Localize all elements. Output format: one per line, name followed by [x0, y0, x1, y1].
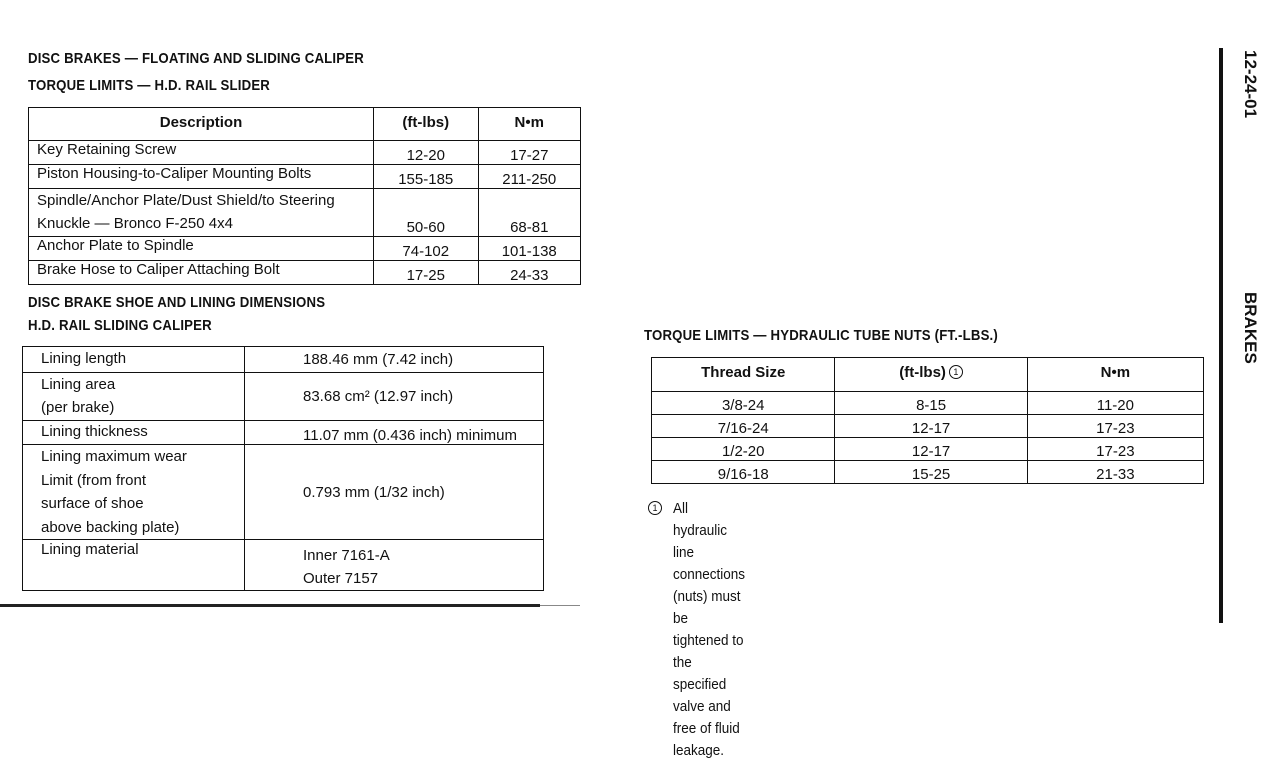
tube-nuts-title: TORQUE LIMITS — HYDRAULIC TUBE NUTS (FT.-LBS.) — [644, 327, 998, 344]
shoe-lining-subtitle: H.D. RAIL SLIDING CALIPER — [28, 317, 212, 334]
table-row — [23, 445, 544, 540]
row-nm: 11-20 — [1027, 392, 1203, 415]
row-nm: 21-33 — [1027, 461, 1203, 484]
lining-label: Lining area (per brake) — [23, 373, 245, 421]
row-nm: 17-23 — [1027, 415, 1203, 438]
right-rule — [1219, 48, 1223, 623]
table-row — [652, 438, 1204, 461]
lining-value: 11.07 mm (0.436 inch) minimum — [245, 421, 544, 445]
row-description: Key Retaining Screw — [29, 141, 374, 165]
lining-label: Lining thickness — [23, 421, 245, 445]
table-row — [23, 347, 544, 373]
torque-limits-table — [28, 107, 581, 285]
row-thread-size: 9/16-18 — [652, 461, 835, 484]
row-thread-size: 3/8-24 — [652, 392, 835, 415]
table-row — [29, 141, 581, 165]
row-nm: 68-81 — [478, 189, 581, 237]
bottom-rule-fade — [540, 605, 580, 606]
header-thread-size: Thread Size — [652, 358, 835, 392]
table-header-row — [652, 358, 1204, 392]
row-nm: 17-27 — [478, 141, 581, 165]
lining-value: 188.46 mm (7.42 inch) — [245, 347, 544, 373]
row-ft-lbs: 155-185 — [374, 165, 479, 189]
lining-dimensions-table — [22, 346, 544, 591]
table-row — [29, 237, 581, 261]
row-nm: 24-33 — [478, 261, 581, 285]
header-nm: N•m — [1027, 358, 1203, 392]
main-title: DISC BRAKES — FLOATING AND SLIDING CALIPER — [28, 50, 364, 67]
tube-nuts-table — [651, 357, 1204, 484]
table-row — [29, 165, 581, 189]
header-description: Description — [29, 108, 374, 141]
row-ft-lbs: 12-20 — [374, 141, 479, 165]
header-ft-lbs — [835, 358, 1027, 392]
table-row — [652, 461, 1204, 484]
table-row — [23, 421, 544, 445]
header-ft-lbs: (ft-lbs) — [374, 108, 479, 141]
row-nm: 17-23 — [1027, 438, 1203, 461]
row-thread-size: 7/16-24 — [652, 415, 835, 438]
row-ft-lbs: 50-60 — [374, 189, 479, 237]
row-nm: 101-138 — [478, 237, 581, 261]
lining-label: Lining material — [23, 540, 245, 591]
table-row — [652, 392, 1204, 415]
footnote-text: All hydraulic line connections (nuts) must be tightened to the specified valve and free of fluid leakage. — [673, 500, 746, 759]
row-nm: 211-250 — [478, 165, 581, 189]
lining-label: Lining maximum wear Limit (from front surface of shoe above backing plate) — [23, 445, 245, 540]
bottom-rule — [0, 604, 540, 607]
row-ft-lbs: 15-25 — [835, 461, 1027, 484]
row-description: Brake Hose to Caliper Attaching Bolt — [29, 261, 374, 285]
table-row — [652, 415, 1204, 438]
lining-value: Inner 7161-A Outer 7157 — [245, 540, 544, 591]
row-ft-lbs: 12-17 — [835, 438, 1027, 461]
rail-slider-title: TORQUE LIMITS — H.D. RAIL SLIDER — [28, 77, 271, 94]
row-ft-lbs: 74-102 — [374, 237, 479, 261]
row-ft-lbs: 12-17 — [835, 415, 1027, 438]
header-ft-lbs-label: (ft-lbs) — [899, 364, 946, 381]
shoe-lining-title: DISC BRAKE SHOE AND LINING DIMENSIONS — [28, 294, 326, 311]
table-row — [23, 540, 544, 591]
lining-value: 0.793 mm (1/32 inch) — [245, 445, 544, 540]
row-ft-lbs: 17-25 — [374, 261, 479, 285]
section-label: BRAKES — [1241, 292, 1260, 364]
table-row — [29, 189, 581, 237]
row-thread-size: 1/2-20 — [652, 438, 835, 461]
lining-label: Lining length — [23, 347, 245, 373]
row-description: Piston Housing-to-Caliper Mounting Bolts — [29, 165, 374, 189]
row-description: Anchor Plate to Spindle — [29, 237, 374, 261]
page-number: 12-24-01 — [1241, 50, 1260, 119]
row-description: Spindle/Anchor Plate/Dust Shield/to Steering Knuckle — Bronco F-250 4x4 — [29, 189, 374, 237]
footnote-marker-icon: 1 — [648, 501, 662, 515]
row-ft-lbs: 8-15 — [835, 392, 1027, 415]
table-row — [23, 373, 544, 421]
table-header-row — [29, 108, 581, 141]
header-nm: N•m — [478, 108, 581, 141]
table-row — [29, 261, 581, 285]
lining-value: 83.68 cm² (12.97 inch) — [245, 373, 544, 421]
footnote-marker-icon: 1 — [949, 365, 963, 379]
